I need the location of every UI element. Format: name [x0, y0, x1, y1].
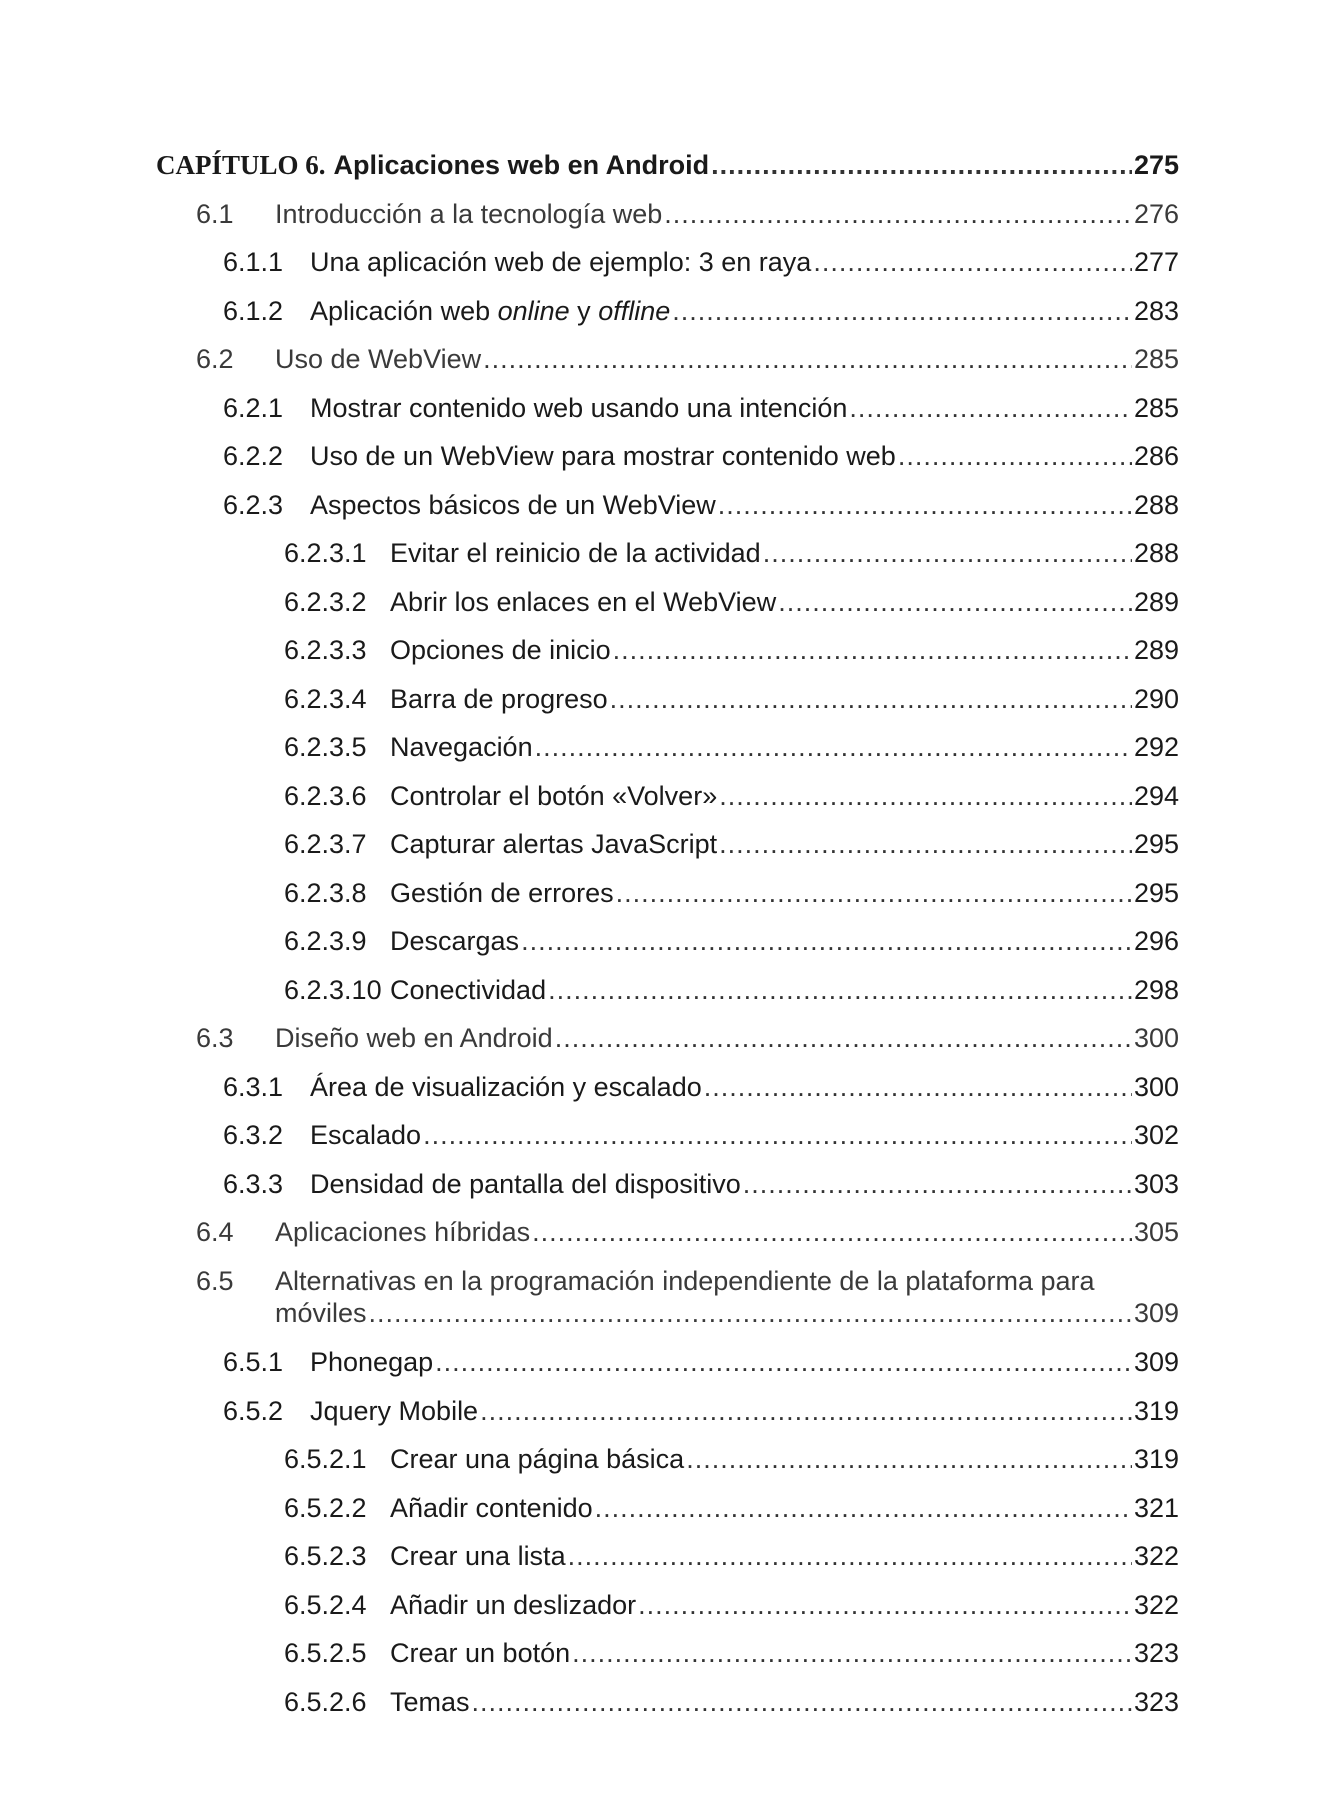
section-number: 6.5.2.1 — [284, 1444, 367, 1474]
section-title: Mostrar contenido web usando una intención — [310, 393, 848, 423]
toc-subsubsection-entry[interactable] — [284, 586, 1179, 618]
dot-leader — [535, 731, 1132, 763]
toc-subsubsection-entry[interactable] — [284, 731, 1179, 763]
section-number: 6.5.2.2 — [284, 1493, 367, 1523]
toc-subsubsection-entry[interactable] — [284, 634, 1179, 666]
dot-leader — [763, 537, 1132, 569]
section-title: Alternativas en la programación independiente de la plataforma para — [275, 1266, 1095, 1296]
section-number: 6.5 — [196, 1266, 234, 1296]
dot-leader — [711, 149, 1132, 181]
page-number: 322 — [1133, 1541, 1179, 1571]
dot-leader — [638, 1589, 1132, 1621]
page-number: 286 — [1133, 441, 1179, 471]
dot-leader — [483, 343, 1132, 375]
dot-leader — [572, 1637, 1132, 1669]
page-number: 321 — [1133, 1493, 1179, 1523]
toc-subsubsection-entry[interactable] — [284, 1443, 1179, 1475]
section-title: Área de visualización y escalado — [310, 1072, 702, 1102]
section-title: Jquery Mobile — [310, 1396, 479, 1426]
section-number: 6.3 — [196, 1023, 234, 1053]
section-number: 6.2.3.9 — [284, 926, 367, 956]
dot-leader — [704, 1071, 1132, 1103]
section-number: 6.2.3.1 — [284, 538, 367, 568]
dot-leader — [898, 440, 1132, 472]
title-italic-part: offline — [598, 296, 671, 326]
page-number: 295 — [1133, 878, 1179, 908]
dot-leader — [672, 295, 1132, 327]
page-number: 309 — [1133, 1298, 1179, 1328]
section-number: 6.1 — [196, 199, 234, 229]
toc-section-entry[interactable] — [196, 1022, 1179, 1054]
page-number: 275 — [1133, 150, 1179, 180]
section-title: Barra de progreso — [390, 684, 608, 714]
section-title: Una aplicación web de ejemplo: 3 en raya — [310, 247, 812, 277]
page-number: 277 — [1133, 247, 1179, 277]
dot-leader — [613, 634, 1132, 666]
toc-section-entry[interactable] — [196, 198, 1179, 230]
chapter-title: Aplicaciones web en Android — [333, 150, 710, 180]
toc-subsubsection-entry[interactable] — [284, 877, 1179, 909]
page-number: 288 — [1133, 538, 1179, 568]
dot-leader — [686, 1443, 1132, 1475]
page-number: 294 — [1133, 781, 1179, 811]
section-number: 6.2.3.2 — [284, 587, 367, 617]
section-number: 6.3.2 — [223, 1120, 284, 1150]
section-title: Temas — [390, 1687, 470, 1717]
toc-subsubsection-entry[interactable] — [284, 974, 1179, 1006]
page-number: 292 — [1133, 732, 1179, 762]
dot-leader — [595, 1492, 1132, 1524]
dot-leader — [778, 586, 1132, 618]
toc-subsubsection-entry[interactable] — [284, 1686, 1179, 1718]
page-number: 303 — [1133, 1169, 1179, 1199]
toc-subsubsection-entry[interactable] — [284, 683, 1179, 715]
toc-subsubsection-entry[interactable] — [284, 925, 1179, 957]
page-number: 289 — [1133, 587, 1179, 617]
toc-subsubsection-entry[interactable] — [284, 780, 1179, 812]
toc-subsection-entry[interactable] — [223, 440, 1179, 472]
toc-section-entry[interactable] — [196, 1216, 1179, 1248]
section-number: 6.2.3.5 — [284, 732, 367, 762]
page-number: 276 — [1133, 199, 1179, 229]
section-title: Conectividad — [390, 975, 547, 1005]
toc-subsection-entry[interactable] — [223, 1395, 1179, 1427]
toc-subsubsection-entry[interactable] — [284, 1492, 1179, 1524]
section-number: 6.3.3 — [223, 1169, 284, 1199]
section-number: 6.3.1 — [223, 1072, 284, 1102]
toc-subsection-entry[interactable] — [223, 246, 1179, 278]
chapter-label: CAPÍTULO 6. — [156, 150, 326, 180]
title-part: y — [569, 296, 599, 326]
section-title-continued: móviles — [275, 1298, 367, 1328]
section-number: 6.5.1 — [223, 1347, 284, 1377]
toc-section-entry[interactable] — [196, 1265, 1179, 1329]
page-number: 289 — [1133, 635, 1179, 665]
toc-subsubsection-entry[interactable] — [284, 537, 1179, 569]
section-number: 6.5.2.6 — [284, 1687, 367, 1717]
section-title: Aspectos básicos de un WebView — [310, 490, 716, 520]
section-title: Crear una página básica — [390, 1444, 685, 1474]
page-number: 305 — [1133, 1217, 1179, 1247]
dot-leader — [423, 1119, 1132, 1151]
section-title: Descargas — [390, 926, 520, 956]
section-title-line-1 — [196, 1265, 1179, 1297]
section-number: 6.2.3.6 — [284, 781, 367, 811]
section-number: 6.2.3.4 — [284, 684, 367, 714]
page-number: 285 — [1133, 393, 1179, 423]
page-number: 298 — [1133, 975, 1179, 1005]
dot-leader — [521, 925, 1132, 957]
page-number: 283 — [1133, 296, 1179, 326]
page-number: 309 — [1133, 1347, 1179, 1377]
section-number: 6.2.3.10 — [284, 975, 382, 1005]
toc-chapter-entry[interactable] — [156, 149, 1179, 181]
dot-leader — [719, 780, 1132, 812]
toc-subsection-entry[interactable] — [223, 295, 1179, 327]
toc-section-entry[interactable] — [196, 343, 1179, 375]
dot-leader — [813, 246, 1132, 278]
toc-subsubsection-entry[interactable] — [284, 1540, 1179, 1572]
section-title: Opciones de inicio — [390, 635, 611, 665]
page-number: 290 — [1133, 684, 1179, 714]
toc-subsubsection-entry[interactable] — [284, 828, 1179, 860]
section-title: Introducción a la tecnología web — [275, 199, 663, 229]
toc-subsection-entry[interactable] — [223, 1346, 1179, 1378]
page-number: 319 — [1133, 1396, 1179, 1426]
section-title: Añadir contenido — [390, 1493, 593, 1523]
title-italic-part: online — [497, 296, 570, 326]
section-number: 6.5.2.4 — [284, 1590, 367, 1620]
toc-subsection-entry[interactable] — [223, 489, 1179, 521]
section-title: Navegación — [390, 732, 533, 762]
toc-subsubsection-entry[interactable] — [284, 1589, 1179, 1621]
page-number: 319 — [1133, 1444, 1179, 1474]
section-number: 6.1.2 — [223, 296, 284, 326]
section-title: Evitar el reinicio de la actividad — [390, 538, 761, 568]
section-title: Diseño web en Android — [275, 1023, 553, 1053]
page-number: 288 — [1133, 490, 1179, 520]
section-number: 6.2.3.3 — [284, 635, 367, 665]
section-title: Crear un botón — [390, 1638, 571, 1668]
section-number: 6.5.2.3 — [284, 1541, 367, 1571]
dot-leader — [718, 489, 1132, 521]
section-number: 6.2.2 — [223, 441, 284, 471]
dot-leader — [480, 1395, 1132, 1427]
section-number: 6.2.3 — [223, 490, 284, 520]
dot-leader — [532, 1216, 1132, 1248]
page-number: 323 — [1133, 1687, 1179, 1717]
section-title — [310, 295, 670, 327]
section-title-line-2 — [275, 1297, 1179, 1329]
page-number: 296 — [1133, 926, 1179, 956]
toc-subsection-entry[interactable] — [223, 392, 1179, 424]
section-number: 6.2.1 — [223, 393, 284, 423]
page-number: 302 — [1133, 1120, 1179, 1150]
dot-leader — [743, 1168, 1132, 1200]
section-title: Controlar el botón «Volver» — [390, 781, 718, 811]
title-part: Aplicación web — [310, 296, 498, 326]
page-number: 300 — [1133, 1072, 1179, 1102]
page-number: 285 — [1133, 344, 1179, 374]
dot-leader — [472, 1686, 1132, 1718]
dot-leader — [610, 683, 1132, 715]
dot-leader — [849, 392, 1132, 424]
toc-subsection-entry[interactable] — [223, 1168, 1179, 1200]
section-title: Capturar alertas JavaScript — [390, 829, 718, 859]
section-number: 6.5.2 — [223, 1396, 284, 1426]
dot-leader — [369, 1297, 1132, 1329]
section-number: 6.2 — [196, 344, 234, 374]
section-title: Gestión de errores — [390, 878, 614, 908]
section-title: Añadir un deslizador — [390, 1590, 637, 1620]
page-number: 322 — [1133, 1590, 1179, 1620]
section-number: 6.5.2.5 — [284, 1638, 367, 1668]
section-number: 6.4 — [196, 1217, 234, 1247]
section-title: Densidad de pantalla del dispositivo — [310, 1169, 741, 1199]
dot-leader — [548, 974, 1132, 1006]
toc-subsection-entry[interactable] — [223, 1071, 1179, 1103]
section-title: Crear una lista — [390, 1541, 566, 1571]
dot-leader — [555, 1022, 1132, 1054]
section-title: Phonegap — [310, 1347, 434, 1377]
page-number: 300 — [1133, 1023, 1179, 1053]
toc-subsubsection-entry[interactable] — [284, 1637, 1179, 1669]
section-title: Abrir los enlaces en el WebView — [390, 587, 777, 617]
section-number: 6.2.3.7 — [284, 829, 367, 859]
section-number: 6.1.1 — [223, 247, 284, 277]
section-title: Uso de WebView — [275, 344, 482, 374]
dot-leader — [568, 1540, 1132, 1572]
page-number: 323 — [1133, 1638, 1179, 1668]
page-number: 295 — [1133, 829, 1179, 859]
dot-leader — [664, 198, 1132, 230]
toc-subsection-entry[interactable] — [223, 1119, 1179, 1151]
dot-leader — [435, 1346, 1132, 1378]
section-title: Uso de un WebView para mostrar contenido web — [310, 441, 896, 471]
section-title: Aplicaciones híbridas — [275, 1217, 531, 1247]
section-title: Escalado — [310, 1120, 422, 1150]
dot-leader — [719, 828, 1132, 860]
section-number: 6.2.3.8 — [284, 878, 367, 908]
dot-leader — [616, 877, 1132, 909]
